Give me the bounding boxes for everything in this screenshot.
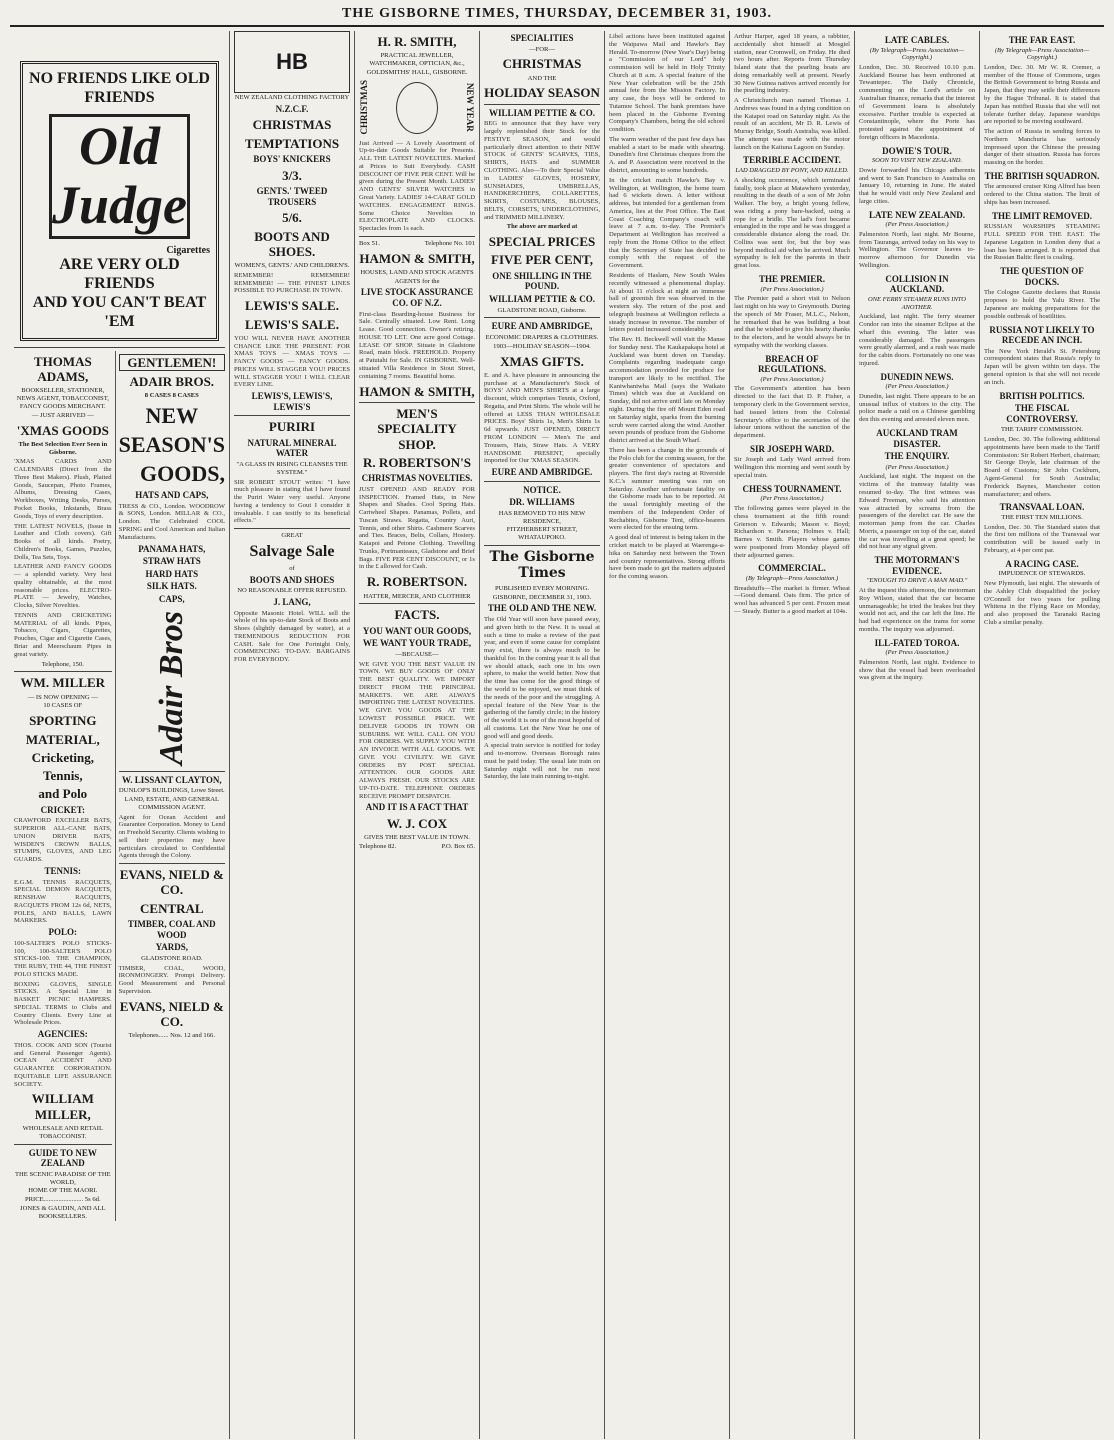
notice-removed: HAS REMOVED TO HIS NEW RESIDENCE, [498,509,586,525]
masthead: THE GISBORNE TIMES, THURSDAY, DECEMBER 31, 1903. [10,6,1104,27]
guide-scenic: THE SCENIC PARADISE OF THE WORLD, [14,1170,111,1186]
oj-bottom2: AND YOU CAN'T BEAT 'EM [32,294,207,330]
news-tariff: THE TARIFF COMMISSION. [1001,426,1083,434]
guide-home: HOME OF THE MAORI. [28,1187,98,1195]
facts-fact: AND IT IS A FACT THAT [365,802,469,813]
nzcf-temptations: TEMPTATIONS [244,135,340,151]
pettie-shilling: ONE SHILLING IN THE POUND. [492,270,592,292]
news-dunedin: DUNEDIN NEWS. [880,371,954,382]
nzcf-boys: BOYS' KNICKERS [253,154,331,165]
nzcf-christmas: CHRISTMAS [252,117,332,133]
hamon-title: HAMON & SMITH, [359,250,475,266]
pettie-spec: SPECIALITIES [510,33,574,43]
facts-title: FACTS. [394,607,440,623]
men-hatter: R. ROBERTSON. [366,574,468,590]
thomas-arrived: — JUST ARRIVED — [31,411,94,419]
thomas-xmas: 'XMAS GOODS [16,422,109,438]
nzcf-label: NEW ZEALAND CLOTHING FACTORY [234,94,350,101]
facts-cox: W. J. COX [386,816,448,832]
column-7: LATE CABLES. (By Telegraph—Press Association—Copyright.) London, Dec. 30. Received 10.10 p.m. Auckland Bourse has been enthroned at Tewantepec. The Daily Chronicle, commenting on the Lord's article on Australian finance, remarks that the interest of Government loans is absolutely excessive. Further trouble is expected at Constantinople, where the Porte has protested against the appointment of foreign officers in Macedonia. DOWIE'S TOUR. SOON TO VISIT NEW ZEALAND. Dowie forwarded his Chicago adherents and went to San Francisco to Australia on January 10, returning in June. He stated that he would visit only New Zealand and large cities. LATE NEW ZEALAND. (Per Press Association.) Palmerston North, last night. Mr Bourne, from Tauranga, arrived today on his way to Wellington. The Governor leaves to-morrow afternoon for Dunedin via Wellington. COLLISION IN AUCKLAND. ONE FERRY STEAMER RUNS INTO ANOTHER. Auckland, last night. The ferry steamer Condor ran into the steamer Eclipse at the wharf this evening. The latter was considerably damaged. The passengers were greatly alarmed, and a rush was made for the cabin doors. Fortunately no one was injured. DUNEDIN NEWS. (Per Press Association.) Dunedin, last night. There appears to be an unusual influx of visitors to the city. The police made a raid on a Chinese gambling den this evening and arrested eleven men. AUCKLAND TRAM DISASTER. THE ENQUIRY. (Per Press Association.) Auckland, last night. The inquest on the victims of the tramway fatality was resumed to-day. The first witness was Edward Freeman, who said his attention was attracted by screams from the passengers of the derelict car. He saw the motorman jump from the car. Charles Morris, a passenger on top of the car, stated the car was travelling at a great speed; he did not hear any signal given. THE MOTORMAN'S EVIDENCE. "ENOUGH TO DRIVE A MAN MAD." At the inquest this afternoon, the motorman Roy Wilson, stated that the car became unmanageable; he tried the brakes but they would not act, and the car left the line. He had had experience on the trams for some months. The inquiry was adjourned. ILL-FATED TOROA. (Per Press Association.) Palmerston North, last night. Evidence to show that the vessel had been overloaded was given at the inquiry. [855,31,980,1439]
pettie-for: —FOR— [528,45,555,53]
evans-timber: TIMBER, COAL AND WOOD [127,919,216,940]
news-transvaal: TRANSVAAL LOAN. [999,502,1085,513]
column-1: NO FRIENDS LIKE OLD FRIENDS Old Judge Cigarettes ARE VERY OLD FRIENDS AND YOU CAN'T BEAT 'EM THOMAS ADAMS, BOOKSELLER, STATIONER, NEWS AGENT, TOBACCONIST, FANCY GOODS MERCHANT. — JUST ARRIVED — 'XMAS GOODS The Best Selection Ever Seen in Gisborne. 'XMAS CARDS AND CALENDARS (Direct from the Three Best Makers). Plush, Plaited Goods, Saucepan, Photo Frames, Albums, Dressing Cases, Workboxes, Writing Desks, Purses, Pocket Books, Inkstands, Brass Goods, Toys of every description. THE LATEST NOVELS, (Issue in Leather and Cloth covers). Gift Books of all kinds. Poetry, Children's Books, Games, Puzzles, Dolls, Tea Sets, Toys. LEATHER AND FANCY GOODS — a splendid variety. Very best quality obtainable, at the most reasonable prices. ELECTRO-PLATE — Jewelry, Watches, Clocks, Silver Novelties. TENNIS AND CRICKETING MATERIAL of all kinds. Pipes, Tobacco, Cigars, Cigarettes, Pouches, Cigar and Cigarette Cases, Briar and Meerschaum Pipes in great variety. Telephone, 150. WM. MILLER — IS NOW OPENING — 10 CASES OF SPORTING MATERIAL, Cricketing, Tennis, and Polo CRICKET: CRAWFORD EXCELLER BATS, SUPERIOR ALL-CANE BATS, UNION DRIVER BATS, WISDEN'S CROWN BALLS, STUMPS, GLOVES, AND LEG GUARDS. TENNIS: E.G.M. TENNIS RACQUETS, SPECIAL DEMON RACQUETS, RENSHAW RACQUETS, RACQUETS FROM 12s 6d, NETS, POLES, AND BALLS, LAWN MARKERS. POLO: 100-SALTER'S POLO STICKS-100, 100-SALTER'S POLO STICKS-100. THE CHAMPION, THE RUBY, THE 44, THE FINEST POLO STICKS MADE. BOXING GLOVES, SINGLE STICKS. A Special Line in BASKET PICNIC HAMPERS. SPECIAL TERMS to Clubs and Country Clients. Every Line at Wholesale Prices. AGENCIES: THOS. COOK AND SON (Tourist and General Passenger Agents). OCEAN ACCIDENT AND GUARANTEE CORPORATION. EQUITABLE LIFE ASSURANCE SOCIETY. WILLIAM MILLER, WHOLESALE AND RETAIL TOBACCONIST. GUIDE TO NEW ZEALAND THE SCENIC PARADISE OF THE WORLD, HOME OF THE MAORI. PRICE........................ 5s 6d. JONES & GAUDIN, AND ALL BOOKSELLERS. GENTLEMEN! ADAIR BROS. 8 CASES 8 CASES NEW SEASON'S GOODS, HATS AND CAPS, TRESS & CO., London. WOODROW & SONS, London. MILLAR & CO., London. The Celebrated COOL SPRING and Cool American and Italian Manufactures. PANAMA HATS, STRAW HATS HARD HATS SILK HATS. CAPS, Adair Bros W. LISSANT CLAYTON, DUNLOP'S BUILDINGS, Lowe Street. LAND, ESTATE, AND GENERAL COMMISSION AGENT. Agent for Ocean Accident and Guarantee Corporation. Money to Lend on Freehold Security. Clients wishing to sell their properties may have particulars circulated to Confidential Agents through the Colony. EVANS, NIELD & CO. CENTRAL TIMBER, COAL AND WOOD YARDS, GLADSTONE ROAD. TIMBER, COAL, WOOD, IRONMONGERY. Prompt Delivery. Good Measurement and Personal Supervision. EVANS, NIELD & CO. Telephones...... Nos. 12 and 166. [10,31,230,1439]
salvage-no: NO REASONABLE OFFER REFUSED. [237,587,347,595]
pettie-and: AND THE [527,74,557,82]
nzcf-boots: BOOTS AND SHOES. [254,228,330,259]
william-miller: WILLIAM MILLER, [31,1091,94,1122]
column-3: H. R. SMITH, PRACTICAL JEWELLER, WATCHMAKER, OPTICIAN, &c., GOLDSMITHS' HALL, GISBORNE. CHRISTMAS NEW YEAR Just Arrived — A Lovely Assortment of Up-to-date Goods Suitable for Presents. ALL THE LATEST NOVELTIES. Marked at Prices to Suit Everybody. CASH DISCOUNT OF FIVE PER CENT. Will be given during the Present Month. LADIES' AND GENTS' SILVER WATCHES in Great Variety. LADIES' 14-CARAT GOLD WATCHES. ENGAGEMENT RINGS. Some Choice Novelties in ELECTROPLATE AND CLOCKS. Spectacles from 1s each. Box 51. Telephone No. 101 HAMON & SMITH, HOUSES, LAND AND STOCK AGENTS AGENTS for the LIVE STOCK ASSURANCE CO. OF N.Z. First-class Boarding-house Business for Sale. Centrally situated. Low Rent. Long Lease. Good connection. Owner's retiring. HOUSE TO LET. One acre good Cottage. LEASE OF SHOP. Situate in Gladstone Road, main block. FREEHOLD. Property at Patutahi for Sale. IN GISBORNE. Well-situated Villa Residence in Stout Street, containing 7 rooms. Beautiful home. HAMON & SMITH, MEN'S SPECIALITY SHOP. R. ROBERTSON'S CHRISTMAS NOVELTIES. JUST OPENED AND READY FOR INSPECTION. Framed Hats, in New Shapes and Shades. Cool Spring Hats. Cartwheel Shapes. Panamas, Pollets, and Tuscan Straws. Regatta, Country Auri, Tennis, and other Shirts. Cashmere Scarves and Ties. Braces, Belts, Collars, Hosiery. Kaiapoi and Petone Clothing. Travelling Trunks, Portmanteaux, Gladstone and Brief Bags. FIVE PER CENT DISCOUNT, or 1s in the £ allowed for Cash. R. ROBERTSON. HATTER, MERCER, AND CLOTHIER FACTS. YOU WANT OUR GOODS, WE WANT YOUR TRADE, —BECAUSE— WE GIVE YOU THE BEST VALUE IN TOWN. WE BUY GOODS OF ONLY THE BEST QUALITY. WE IMPORT DIRECT FROM THE PRINCIPAL MARKETS. WE ARE ALWAYS IMPORTING THE LATEST NOVELTIES. WE GIVE YOU GOODS AT THE LOWEST POSSIBLE PRICE. WE DELIVER GOODS IN TOWN OR SUBURBS. WE WILL CALL ON YOU FOR ORDERS. WE SUPPLY YOU WITH AN INVOICE WITH ALL GOODS. WE GIVE YOU CIVILITY. WE GIVE ORDERS BY POST SPECIAL ATTENTION. OUR GOODS ARE ALWAYS FRESH. OUR STOCKS ARE UP-TO-DATE. TELEPHONE ORDERS RECEIVE PROMPT DESPATCH. AND IT IS A FACT THAT W. J. COX GIVES THE BEST VALUE IN TOWN. Telephone 82. P.O. Box 65. [355,31,480,1439]
facts-tel: Telephone 82. [359,843,397,851]
clayton-name: W. LISSANT CLAYTON, [122,774,222,785]
adair-goods: GOODS, [140,461,225,487]
adair-name: ADAIR BROS. [129,374,215,390]
miller-polo: and Polo [38,786,88,802]
column-5: Libel actions have been instituted against the Waipawa Mail and Hawke's Bay Herald. To-morrow (New Year's Day) being a "Commission of our Lord" holy commission will be held in Holy Trinity Church at 8 a.m. A special feature of the New Year celebration will be the 25th annual fete from the Mission Factory. In any case, the boys will be ordered to Tutamoe School. The bank premises have been placed in the Gisborne Evening Company's Chambers, being the old school condition. The warm weather of the past few days has enabled a start to be made with shearing. Dunedin's first Christmas cheques from the A. and P. Association were received in the district, amounting to some hundreds. In the cricket match Hawke's Bay v. Wellington, at Wellington, the home team had 6 wickets down. A letter without address, but intended for a gentleman from America, lies at the Post Office. The East Coast Coaching Company's coach will leave at 7 a.m. to-day. The Premier's Department at Wellington has received a reply from the Home Office to the effect that the Secretary of State has decided to comply with the request of the Government. Residents of Haslam, New South Wales recently witnessed a phenomenal display. At about 11 o'clock at night an immense ball of greenish fire was observed in the western sky. The return of the post and telegraph business at Wellington reflects a steady increase in revenue. The number of letters posted increased considerably. The Rev. H. Beckwell will visit the Manse for Sunday next. The Kaukapakapa hotel at Auckland was burnt down on Tuesday. Complaints regarding inadequate cargo accommodation provided for produce for transport are likely to be rectified. The Kaniwhaniwha Mail (says the Waikato Times) which was due at Auckland on Sunday, did not arrive until late on Monday night. During the fire off Mount Eden road on Saturday night, sparks from the burning scrub were carried along the wind. Another seven pounds of produce from the Gisborne district arrived at the South Wharf. There has been a change in the grounds of the Polo club for the coming season, for the greater convenience of spectators and players. The first day's racing at Riverside K.C.'s summer meeting was run on Saturday. Another unfortunate fatality on the Gisborne roads has to be reported. At the usual fortnightly meeting of the members of the Independent Order of Rechabites, Gisborne Tent, office-bearers were elected for the ensuing term. A good deal of interest is being taken in the cricket match to be played at Waerenga-a-hika on Saturday next between the Town and country representatives. Strong efforts have been made to get the matters adjusted for the coming season. [605,31,730,1439]
men-robertson: R. ROBERTSON'S [363,454,471,470]
facts-want: YOU WANT OUR GOODS, [362,625,472,636]
nzcf-price2: 5/6. [282,210,302,226]
news-dowie-sub: SOON TO VISIT NEW ZEALAND. [871,157,963,165]
watch-icon [396,82,438,134]
news-chess: CHESS TOURNAMENT. [742,483,842,494]
news-racing: A RACING CASE. [1005,558,1079,569]
evans-name: EVANS, NIELD & CO. [119,867,224,898]
news-tram: AUCKLAND TRAM DISASTER. [876,427,958,449]
clayton-addr: DUNLOP'S BUILDINGS, Lowe Street. [118,787,225,795]
notice-title: NOTICE. [523,484,561,495]
miller-material: MATERIAL, [25,731,100,747]
adair-new: NEW [145,403,199,429]
news-dowie: DOWIE'S TOUR. [882,145,952,156]
salvage-great: GREAT [281,532,303,540]
salvage-lang: J. LANG, [273,596,311,607]
guide-title: GUIDE TO NEW ZEALAND [28,1147,97,1169]
news-stewards: IMPUDENCE OF STEWARDS. [998,570,1086,578]
news-enough: "ENOUGH TO DRIVE A MAN MAD." [866,577,968,585]
gtimes-date: GISBORNE, DECEMBER 31, 1903. [492,593,592,601]
salvage-title: Salvage Sale [249,542,335,560]
clayton-land: LAND, ESTATE, AND GENERAL COMMISSION AGENT. [124,795,220,811]
news-premier: THE PREMIER. [758,273,825,284]
gtimes-title: The Gisborne Times [489,548,595,582]
thomas-best: The Best Selection Ever Seen in Gisborne. [18,440,108,456]
puriri-title: PURIRI [268,419,316,435]
adair-caps: CAPS, [158,593,185,604]
nzcf-nzcf: N.Z.C.F. [275,103,309,114]
men-hatter2: HATTER, MERCER, AND CLOTHIER [363,592,471,600]
guide-price: PRICE........................ 5s 6d. [24,1196,101,1204]
hamon-live: LIVE STOCK ASSURANCE CO. OF N.Z. [360,287,474,309]
adair-silk: SILK HATS. [146,581,197,592]
news-terrible: TERRIBLE ACCIDENT. [743,155,841,166]
men-christmas: CHRISTMAS NOVELTIES. [361,473,473,484]
news-first: THE FIRST TEN MILLIONS. [1001,513,1083,521]
miller-opening: — IS NOW OPENING — [27,693,98,701]
gentlemen-title: GENTLEMEN! [119,354,225,371]
news-russia: RUSSIA NOT LIKELY TO RECEDE AN INCH. [989,324,1095,346]
miller-name: WM. MILLER [20,675,106,691]
facts-we: WE WANT YOUR TRADE, [362,638,472,649]
smith-right: NEW YEAR [465,83,475,132]
column-8: THE FAR EAST. (By Telegraph—Press Association—Copyright.) London, Dec. 30. Mr W. R. Cremer, a member of the House of Commons, urges the British Government to bring Russia and Japan, that they may settle their differences by the Hague Tribunal. It is stated that Japan has notified Russia that she will not tolerate further delay. Japanese warships are reported to be moving southward. The action of Russia in sending forces to Northern Manchuria has seriously impressed upon the Chinese the pressing danger of their situation. Russia has forces massing on the border. THE BRITISH SQUADRON. The armoured cruiser King Alfred has been ordered to the China station. The limit of ships has been increased. THE LIMIT REMOVED. RUSSIAN WARSHIPS STEAMING FULL SPEED FOR THE EAST. The Japanese Legation in London deny that a loan has been arranged. It is reported that the Russian Baltic fleet is coaling. THE QUESTION OF DOCKS. The Cologne Gazette declares that Russia proposes to hold the Yalu River. The Japanese are making preparations for the possible outbreak of hostilities. RUSSIA NOT LIKELY TO RECEDE AN INCH. The New York Herald's St. Petersburg correspondent states that Russia's reply to Japan will be given within ten days. The general opinion is that she will not recede an inch. BRITISH POLITICS. THE FISCAL CONTROVERSY. THE TARIFF COMMISSION. London, Dec. 30. The following additional appointments have been made to the Tariff Commission: Sir Robert Herbert, chairman; Sir George Doyle, late chairman of the Board of Customs; Sir John Cockburn, Agent-General for South Australia; Frederick Baynes, Manchester cotton manufacturer; and others. TRANSVAAL LOAN. THE FIRST TEN MILLIONS. London, Dec. 30. The Standard states that the first ten millions of the Transvaal war contribution will be issued early in February, at 4 per cent par. A RACING CASE. IMPUDENCE OF STEWARDS. New Plymouth, last night. The stewards of the Ashley Club disqualified the jockey O'Connell for two years for pulling Whitena in the Flying Race on Monday, and also proposed the Taranaki Racing Club a similar penalty. [984,35,1100,626]
guide-publisher: JONES & GAUDIN, AND ALL BOOKSELLERS. [20,1204,106,1220]
column-4: SPECIALITIES —FOR— CHRISTMAS AND THE HOLIDAY SEASON WILLIAM PETTIE & CO. BEG to announce that they have very largely replenished their Stock for the FESTIVE SEASON, and would particularly direct attention to their NEW STOCK of GENTS' SCARVES, TIES, SHIRTS, HATS and SUMMER CLOTHING. Also—To their Special Value in LADIES' GLOVES, HOSIERY, SUNSHADES, UMBRELLAS, HANDKERCHIEFS, COLLARETTES, SKIRTS, COSTUMES, BLOUSES, BELTS, CORSETS, UNDERCLOTHING, and TRIMMED MILLINERY. The above are marked at SPECIAL PRICES FIVE PER CENT, ONE SHILLING IN THE POUND. WILLIAM PETTIE & CO. GLADSTONE ROAD, Gisborne. EURE AND AMBRIDGE, ECONOMIC DRAPERS & CLOTHIERS. 1903—HOLIDAY SEASON—1904. XMAS GIFTS. E. and A. have pleasure in announcing the purchase at a Manufacturer's Stock of BOYS' AND MEN'S SHIRTS at a large discount, which comprises Tennis, Oxford, Regatta, and Print Shirts. The whole will be offered at LESS THAN WHOLESALE PRICES. Boys' Shirts 1s, Men's Shirts 1s 6d upwards. JUST OPENED, DIRECT FROM LONDON — Men's Tie and Trousers, Hats, Straw Hats. A VERY HANDSOME PRESENT, specially imported for Our 'XMAS SEASON. EURE AND AMBRIDGE. NOTICE. DR. WILLIAMS HAS REMOVED TO HIS NEW RESIDENCE, FITZHERBERT STREET, WHATAUPOKO. The Gisborne Times PUBLISHED EVERY MORNING. GISBORNE, DECEMBER 31, 1903. THE OLD AND THE NEW. The Old Year will soon have passed away, and given birth to the New. It is usual at such a time to make a review of the past year, and even if some cause for complaint may exist, there is always much to be thankful for. In the coming year it is all that we should attack, each one in his own sphere, to make the world better. Now that the time has come for the good things of the world to be enjoyed, we must think of the needs of the poor and the struggling. A special feature of the New Year is the gathering of the family circle; in the history of the world it is one of the most hopeful of all customs. Let the New Year be one of good will and good deeds. A special train service is notified for today and to-morrow. Overseas Borough rates must be paid today. The usual late train on Saturday night will not be run next Saturday, the late train running to-night. [480,31,605,1439]
miller-cases: 10 CASES OF [43,702,83,710]
facts-because: —BECAUSE— [395,650,439,658]
facts-po: P.O. Box 65. [441,843,475,851]
nzcf-gents: GENTS.' TWEED TROUSERS [256,185,328,207]
notice-name: DR. WILLIAMS [509,497,575,508]
salvage-of: of [289,564,295,572]
news-docks: THE QUESTION OF DOCKS. [1000,266,1084,287]
nzcf-logo: HB [234,31,350,93]
eure-xmas: XMAS GIFTS. [500,353,584,369]
eure-title: EURE AND AMBRIDGE, [491,321,593,332]
men-title: MEN'S SPECIALITY SHOP. [377,405,457,452]
oj-top: NO FRIENDS LIKE OLD FRIENDS [29,70,210,106]
news-commercial: COMMERCIAL. [758,563,826,574]
smith-left: CHRISTMAS [359,80,369,135]
adair-panama: PANAMA HATS, [138,543,206,554]
evans-tel: Telephones...... Nos. 12 and 166. [128,1032,215,1040]
hamon-box: Box 51. [359,239,380,247]
news-lad: LAD DRAGGED BY PONY, AND KILLED. [735,167,849,175]
news-ward: SIR JOSEPH WARD. [749,443,835,454]
adair-cases: 8 CASES 8 CASES [144,392,199,400]
news-politics: BRITISH POLITICS. [999,390,1085,401]
thomas-trade: BOOKSELLER, STATIONER, NEWS AGENT, TOBACCONIST, FANCY GOODS MERCHANT. [16,387,109,411]
adair-vertical: Adair Bros [152,610,190,765]
smith-hall: GOLDSMITHS' HALL, GISBORNE. [366,68,468,76]
miller-cricket: Cricketing, [31,749,95,765]
smith-name: H. R. SMITH, [377,34,457,49]
old-judge-ad [20,61,219,341]
lewis-sale-2: LEWIS'S SALE. [245,316,339,332]
evans-yards: YARDS, [155,942,189,953]
news-limit: THE LIMIT REMOVED. [991,210,1093,221]
eure-footer: EURE AND AMBRIDGE. [491,467,593,478]
evans-central: CENTRAL [140,900,204,916]
gtimes-head: THE OLD AND THE NEW. [487,603,597,614]
oj-cig: Cigarettes [166,244,210,256]
miller-cricket-h: CRICKET: [40,804,85,815]
pettie-discount: FIVE PER CENT, [491,252,593,268]
news-collision: COLLISION IN AUCKLAND. [885,273,949,295]
pettie-addr: GLADSTONE ROAD, Gisborne. [497,306,587,314]
miller-wholesale: WHOLESALE AND RETAIL TOBACCONIST. [22,1125,104,1140]
adair-season: SEASON'S [118,432,225,458]
evans-road: GLADSTONE ROAD. [141,954,203,962]
column-2: HB NEW ZEALAND CLOTHING FACTORY N.Z.C.F. CHRISTMAS TEMPTATIONS BOYS' KNICKERS 3/3. GENTS.' TWEED TROUSERS 5/6. BOOTS AND SHOES. WOMEN'S, GENTS.' AND CHILDREN'S. REMEMBER! REMEMBER! REMEMBER! — THE FINEST LINES POSSIBLE TO PURCHASE IN TOWN. LEWIS'S SALE. LEWIS'S SALE. YOU WILL NEVER HAVE ANOTHER CHANCE LIKE THE PRESENT. FOR XMAS TOYS — XMAS TOYS — FANCY GOODS — FANCY GOODS. PRICES WILL STAGGER YOU! PRICES WILL STAGGER YOU! I WILL CLEAR EVERY LINE. LEWIS'S, LEWIS'S, LEWIS'S PURIRI NATURAL MINERAL WATER "A GLASS IN RISING CLEANSES THE SYSTEM." SIR ROBERT STOUT writes: "I have much pleasure in stating that I have found the Puriri Water very useful. Anyone having a tendency to Gout I consider it invaluable. I can testify to its beneficial effects." GREAT Salvage Sale of BOOTS AND SHOES NO REASONABLE OFFER REFUSED. J. LANG, Opposite Masonic Hotel. WILL sell the whole of his up-to-date Stock of Boots and Shoes (slightly damaged by water), at a TREMENDOUS REDUCTION FOR CASH. Sale for One Fortnight Only, COMMENCING TO-DAY. BARGAINS FOR EVERYBODY. [230,31,355,1439]
adair-hats: HATS AND CAPS, [135,490,209,501]
news-latenz: LATE NEW ZEALAND. [869,209,965,220]
evans-name-2: EVANS, NIELD & CO. [119,998,224,1030]
pettie-name-2: WILLIAM PETTIE & CO. [488,294,595,304]
news-toroa: ILL-FATED TOROA. [874,637,960,648]
miller-tennis: Tennis, [42,768,83,784]
nzcf-price1: 3/3. [282,167,302,183]
puriri-quote: "A GLASS IN RISING CLEANSES THE SYSTEM." [236,461,348,476]
eure-sub: ECONOMIC DRAPERS & CLOTHIERS. [485,333,599,341]
hamon-sub: HOUSES, LAND AND STOCK AGENTS [360,268,474,276]
miller-polo-h: POLO: [48,927,78,938]
news-squadron: THE BRITISH SQUADRON. [984,170,1100,181]
thomas-name: THOMAS ADAMS, [33,353,92,385]
news-breach: BREACH OF REGULATIONS. [757,353,827,375]
thomas-tel: Telephone, 150. [41,660,84,668]
miller-tennis-h: TENNIS: [44,866,82,877]
eure-season: 1903—HOLIDAY SEASON—1904. [493,342,591,350]
pettie-special: SPECIAL PRICES [488,234,596,250]
pettie-holiday: HOLIDAY SEASON [484,85,600,101]
news-motorman: THE MOTORMAN'S EVIDENCE. [874,555,960,576]
news-ferry: ONE FERRY STEAMER RUNS INTO ANOTHER. [868,295,966,311]
adair-hard: HARD HATS [145,568,199,579]
smith-trade: PRACTICAL JEWELLER, WATCHMAKER, OPTICIAN, &c., [369,52,465,68]
puriri-sub: NATURAL MINERAL WATER [247,437,337,459]
salvage-boots: BOOTS AND SHOES [249,574,335,585]
adair-straw: STRAW HATS [142,556,201,567]
hamon-tel: Telephone No. 101 [424,239,475,247]
news-enquiry: THE ENQUIRY. [884,451,950,462]
oj-title: Old Judge [49,114,190,239]
news-fareast: THE FAR EAST. [1008,35,1076,45]
pettie-christmas: CHRISTMAS [502,56,582,72]
miller-sporting: SPORTING [29,713,97,729]
oj-bottom1: ARE VERY OLD FRIENDS [59,256,180,293]
lewis-sale: LEWIS'S SALE. [245,298,339,314]
news-fiscal: THE FISCAL CONTROVERSY. [1006,403,1078,424]
pettie-name: WILLIAM PETTIE & CO. [488,107,595,118]
gtimes-pub: PUBLISHED EVERY MORNING. [494,584,590,592]
column-6: Arthur Harper, aged 18 years, a rabbiter, accidentally shot himself at Mosgiel station, near Cromwell, on Friday. He died two hours after. Reports from Thursday Island state that the pearling boats are doing remarkably well at present. Nearly 30 New Guinea natives arrived recently for the pearling industry. A Christchurch man named Thomas J. Andrews was found in a dying condition on the Kaiapoi road on Saturday night. As the result of an accident, Mr D. R. Lewis of Murray Bridge, South Australia, was killed. The attempt was made with the motor launch on the Kaituna Lagoon on Sunday. TERRIBLE ACCIDENT. LAD DRAGGED BY PONY, AND KILLED. A shocking occurrence, which terminated fatally, took place at Matawhero yesterday, resulting in the death of a son of Mr John Walker. The boy, a bright young fellow, was riding a pony bare-backed, using a rope for a bridle. The lad's foot became entangled in the rope and he was dragged a considerable distance along the road. Dr. Collins was sent for, but the boy was beyond medical aid when he arrived. Much sympathy is felt for the parents in their great loss. THE PREMIER. (Per Press Association.) The Premier paid a short visit to Nelson last night on his way to Greymouth. During the speech of Mr Fraser, M.L.C., Nelson, he remarked that he was building a boat and that he wished to give his hearty thanks to the electors, and he would always be in sympathy with the working classes. BREACH OF REGULATIONS. (Per Press Association.) The Government's attention has been directed to the fact that D. P. Fisher, a temporary clerk in the Government service, had issued letters from the Colonial Secretary's office to the secretaries of the labour unions without the sanction of the department. SIR JOSEPH WARD. Sir Joseph and Lady Ward arrived from Wellington this morning and went south by special train. CHESS TOURNAMENT. (Per Press Association.) The following games were played in the chess tournament at the fifth round: Grierson v. Edwards; Mason v. Boyd; Richardson v. Parsons; Holmes v. Hall; Barnes v. Smith. Players whose games were postponed from Monday played off their adjourned games. COMMERCIAL. (By Telegraph—Press Association.) Breadstuffs—The market is firmer. Wheat—Good demand. Oats firm. The price of wool has advanced 5 per cent. Frozen meat — Steady. Butter is a good market at 104s. [730,31,855,1439]
hamon-agents: AGENTS for the [394,277,440,285]
news-late-cables: LATE CABLES. [884,35,950,45]
lewis-triple: LEWIS'S, LEWIS'S, LEWIS'S [251,391,333,412]
facts-best: GIVES THE BEST VALUE IN TOWN. [364,834,470,842]
miller-agencies: AGENCIES: [37,1029,88,1040]
hamon-title-2: HAMON & SMITH, [359,383,475,399]
nzcf-women: WOMEN'S, GENTS.' AND CHILDREN'S. [234,262,350,270]
